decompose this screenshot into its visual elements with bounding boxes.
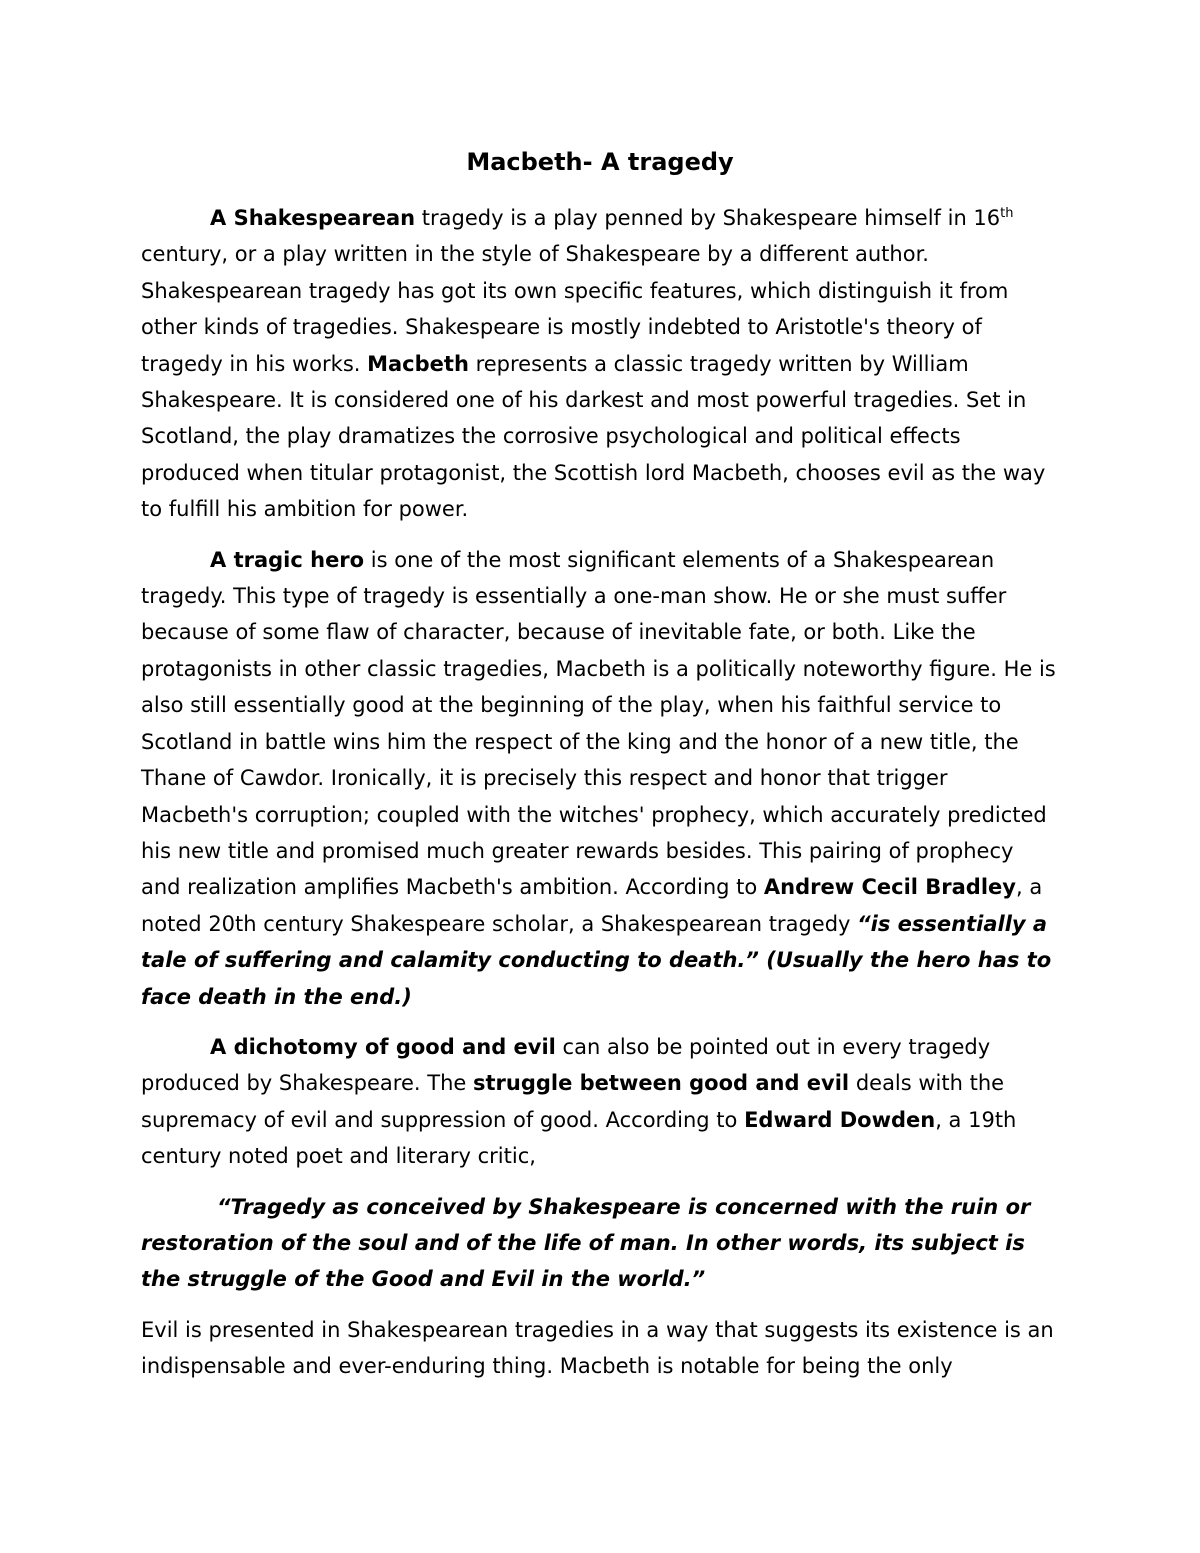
bradley-quote: “is essentially a tale of suffering and calamity conducting to death.” (Usually the hero has to face death in the end.): [141, 911, 1052, 1009]
paragraph-shakespearean-tragedy: [141, 200, 1059, 528]
term-macbeth: Macbeth: [367, 351, 469, 376]
term-dichotomy: A dichotomy of good and evil: [210, 1034, 556, 1059]
paragraph-text: tragedy is a play penned by Shakespeare himself in 16: [415, 206, 1001, 230]
paragraph-text: can also be pointed out in every tragedy produced by Shakespeare. The: [141, 1034, 991, 1096]
term-shakespearean: A Shakespearean: [210, 206, 416, 230]
document-title: Macbeth- A tragedy: [466, 148, 734, 176]
paragraph-text: represents a classic tragedy written by William Shakespeare. It is considered one of his darkest and most powerful tragedies. Set in Scotland, the play dramatizes the corrosive psychological and political effects produced when titular protagonist, the Scottish lord Macbeth, chooses evil as the way to fulfill his ambition for power.: [141, 351, 1046, 522]
paragraph-evil-presented: Evil is presented in Shakespearean tragedies in a way that suggests its existence is an indispensable and ever-enduring thing. Macbeth is notable for being the only: [141, 1317, 1054, 1379]
paragraph-text: deals with the supremacy of evil and suppression of good. According to: [141, 1071, 1005, 1132]
paragraph-text: , a 19th century noted poet and literary critic,: [141, 1107, 1017, 1169]
ordinal-superscript: th: [1000, 206, 1014, 221]
paragraph-text: century, or a play written in the style of Shakespeare by a different author. Shakespearean tragedy has got its own specific features, which distinguish it from other kinds of tragedies. Shakespeare is mostly indebted to Aristotle's theory of tragedy in his works.: [141, 242, 1009, 376]
dowden-quote: “Tragedy as conceived by Shakespeare is concerned with the ruin or restoration of the soul and of the life of man. In other words, its subject is the struggle of the Good and Evil in the world.”: [141, 1194, 1031, 1292]
name-dowden: Edward Dowden: [744, 1107, 936, 1132]
paragraph-tragic-hero: [141, 542, 1059, 1015]
name-bradley: Andrew Cecil Bradley: [763, 875, 1016, 900]
paragraph-good-and-evil: [141, 1029, 1059, 1175]
paragraph-text: , a noted 20th century Shakespeare scholar, a Shakespearean tragedy: [141, 875, 1043, 936]
term-struggle: struggle between good and evil: [472, 1071, 850, 1096]
term-tragic-hero: A tragic hero: [210, 547, 365, 572]
paragraph-text: is one of the most significant elements of a Shakespearean tragedy. This type of tragedy is essentially a one-man show. He or she must suffer because of some flaw of character, because of inevitable fate, or both. Like the protagonists in other classic tragedies, Macbeth is a politically noteworthy figure. He is also still essentially good at the beginning of the play, when his faithful service to Scotland in battle wins him the respect of the king and the honor of a new title, the Thane of Cawdor. Ironically, it is precisely this respect and honor that trigger Macbeth's corruption; coupled with the witches' prophecy, which accurately predicted his new title and promised much greater rewards besides. This pairing of prophecy and realization amplifies Macbeth's ambition. According to: [141, 547, 1056, 900]
document-body: [141, 200, 1059, 1385]
